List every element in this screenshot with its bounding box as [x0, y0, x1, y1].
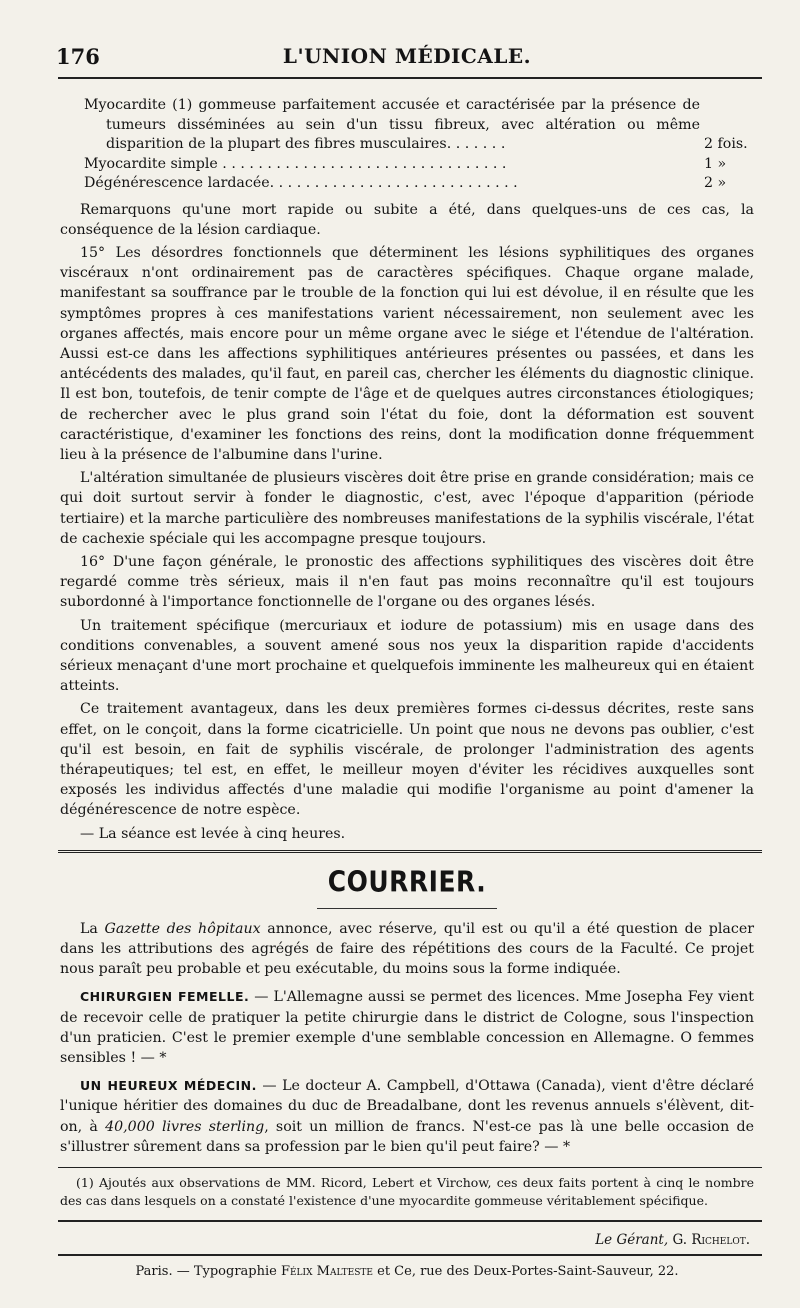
journal-title: L'UNION MÉDICALE.: [282, 44, 532, 68]
page-number: 176: [56, 44, 100, 69]
imprint-text: et Ce, rue des Deux-Portes-Saint-Sauveur, 22.: [373, 1264, 679, 1280]
courrier-intro: [60, 919, 754, 980]
lesion-statistics: [60, 96, 754, 194]
gazette-title: Gazette des hôpitaux: [104, 920, 261, 937]
stat-text: Dégénérescence lardacée. . . . . . . . . . . . . . . . . . . . . . . . . . . .: [84, 175, 518, 191]
stat-count: 2 fois.: [704, 136, 748, 152]
intro-text: La: [80, 920, 105, 937]
courrier-heading: COURRIER.: [327, 864, 487, 898]
news-heading: CHIRURGIEN FEMELLE.: [80, 989, 250, 1005]
printer-name: Félix Malteste: [280, 1264, 373, 1280]
paragraph: Un traitement spécifique (mercuriaux et iodure de potassium) mis en usage dans des conditions convenables, a souvent amené sous nos yeux la disparition rapide d'accidents sérieux menaçant d'une mort prochaine et quelquefois imminente les malheureux qui en étaient atteints.: [60, 617, 754, 695]
news-italic: 40,000 livres sterling: [105, 1118, 265, 1135]
stat-text: Myocardite simple . . . . . . . . . . . . . . . . . . . . . . . . . . . . . . . .: [84, 155, 507, 172]
footer-rule: [58, 1254, 762, 1256]
header-rule: [58, 77, 762, 79]
footer-rule: [58, 1220, 762, 1222]
intro-text: annonce, avec réserve, qu'il est ou qu'il a été question de placer dans les attributions des agrégés de faire des répétitions des cours de la Faculté. Ce projet nous paraît peu probable et peu exécutable, du moins sous la forme indiquée.: [60, 920, 754, 978]
news-text: — L'Allemagne aussi se permet des licences. Mme Josepha Fey vient de recevoir celle de pratiquer la petite chirurgie dans le district de Cologne, sous l'inspection d'un praticien. C'est le premier exemple d'une semblable concession en Allemagne. O femmes sensibles ! — *: [60, 989, 754, 1067]
imprint-text: Paris. — Typographie: [135, 1264, 281, 1280]
footnote-rule: [58, 1167, 762, 1168]
stat-item: [60, 96, 754, 155]
news-item-medecin: [60, 1076, 754, 1157]
paragraph: Remarquons qu'une mort rapide ou subite a été, dans quelques-uns de ces cas, la conséquence de la lésion cardiaque.: [60, 201, 754, 238]
printer-imprint: [60, 1264, 754, 1279]
gerant-name: G. Richelot.: [672, 1232, 750, 1249]
gerant-signature: [60, 1232, 754, 1248]
footnote: (1) Ajoutés aux observations de MM. Ricord, Lebert et Virchow, ces deux faits portent à cinq le nombre des cas dans lesquels on a constaté l'existence d'une myocardite gommeuse véritablement spécifique.: [60, 1175, 754, 1209]
session-closing: — La séance est levée à cinq heures.: [80, 825, 346, 842]
stat-item: [60, 155, 754, 175]
stat-item: [60, 174, 754, 194]
page-header: [56, 34, 754, 70]
paragraph: L'altération simultanée de plusieurs viscères doit être prise en grande considération; mais ce qui doit surtout servir à fonder le diagnostic, c'est, avec l'époque d'apparition (période tertiaire) et la marche particulière des nombreuses manifestations de la syphilis viscérale, l'état de cachexie spéciale qui les accompagne presque toujours.: [60, 470, 754, 547]
stat-text: Myocardite (1) gommeuse parfaitement accusée et caractérisée par la présence de tumeurs disséminées au sein d'un tissu fibreux, avec altération ou même disparition de la plupart des fibres musculaires. . . . . . .: [84, 97, 700, 152]
news-text: , soit un million de francs. N'est-ce pas là une belle occasion de s'illustrer sûrement dans sa profession par le bien qu'il peut faire? — *: [60, 1118, 754, 1155]
courrier-underline: [317, 908, 497, 909]
news-item-chirurgien: [60, 987, 754, 1068]
section-divider: [58, 850, 762, 855]
paragraph: 16° D'une façon générale, le pronostic des affections syphilitiques des viscères doit être regardé comme très sérieux, mais il n'en faut pas moins reconnaître qu'il est toujours subordonné à l'importance fonctionnelle de l'organe ou des organes lésés.: [60, 553, 754, 611]
news-text: — Le docteur A. Campbell, d'Ottawa (Canada), vient d'être déclaré l'unique héritier des domaines du duc de Breadalbane, dont les revenus annuels s'élèvent, dit-on, à: [60, 1078, 754, 1135]
journal-page: [56, 34, 754, 1280]
stat-count: 2 »: [704, 175, 727, 191]
stat-count: 1 »: [704, 155, 727, 172]
gerant-label: Le Gérant,: [595, 1232, 669, 1249]
paragraph: 15° Les désordres fonctionnels que déterminent les lésions syphilitiques des organes viscéraux n'ont ordinairement pas de caractères spécifiques. Chaque organe malade, manifestant sa souffrance par le trouble de la fonction qui lui est dévolue, il en résulte que les symptômes propres à ces manifestations varient nécessairement, non seulement avec les organes affectés, mais encore pour un même organe avec le siége et l'étendue de l'altération. Aussi est-ce dans les affections syphilitiques antérieures présentes ou passées, et dans les antécédents des malades, qu'il faut, en pareil cas, chercher les éléments du diagnostic clinique. Il est bon, toutefois, de tenir compte de l'âge et de quelques autres circonstances étiologiques; de rechercher avec le plus grand soin l'état du foie, dont la déformation est souvent caractéristique, d'examiner les fonctions des reins, dont la modification donne fréquemment lieu à la présence de l'albumine dans l'urine.: [60, 244, 754, 463]
paragraph: Ce traitement avantageux, dans les deux premières formes ci-dessus décrites, reste sans effet, on le conçoit, dans la forme cicatricielle. Un point que nous ne devons pas oublier, c'est qu'il est besoin, en fait de syphilis viscérale, de prolonger l'administration des agents thérapeutiques; tel est, en effet, le meilleur moyen d'éviter les récidives auxquelles sont exposés les individus affectés d'une maladie qui modifie l'organisme au point d'amener la dégénérescence de notre espèce.: [60, 701, 754, 819]
news-heading: UN HEUREUX MÉDECIN.: [80, 1078, 257, 1094]
